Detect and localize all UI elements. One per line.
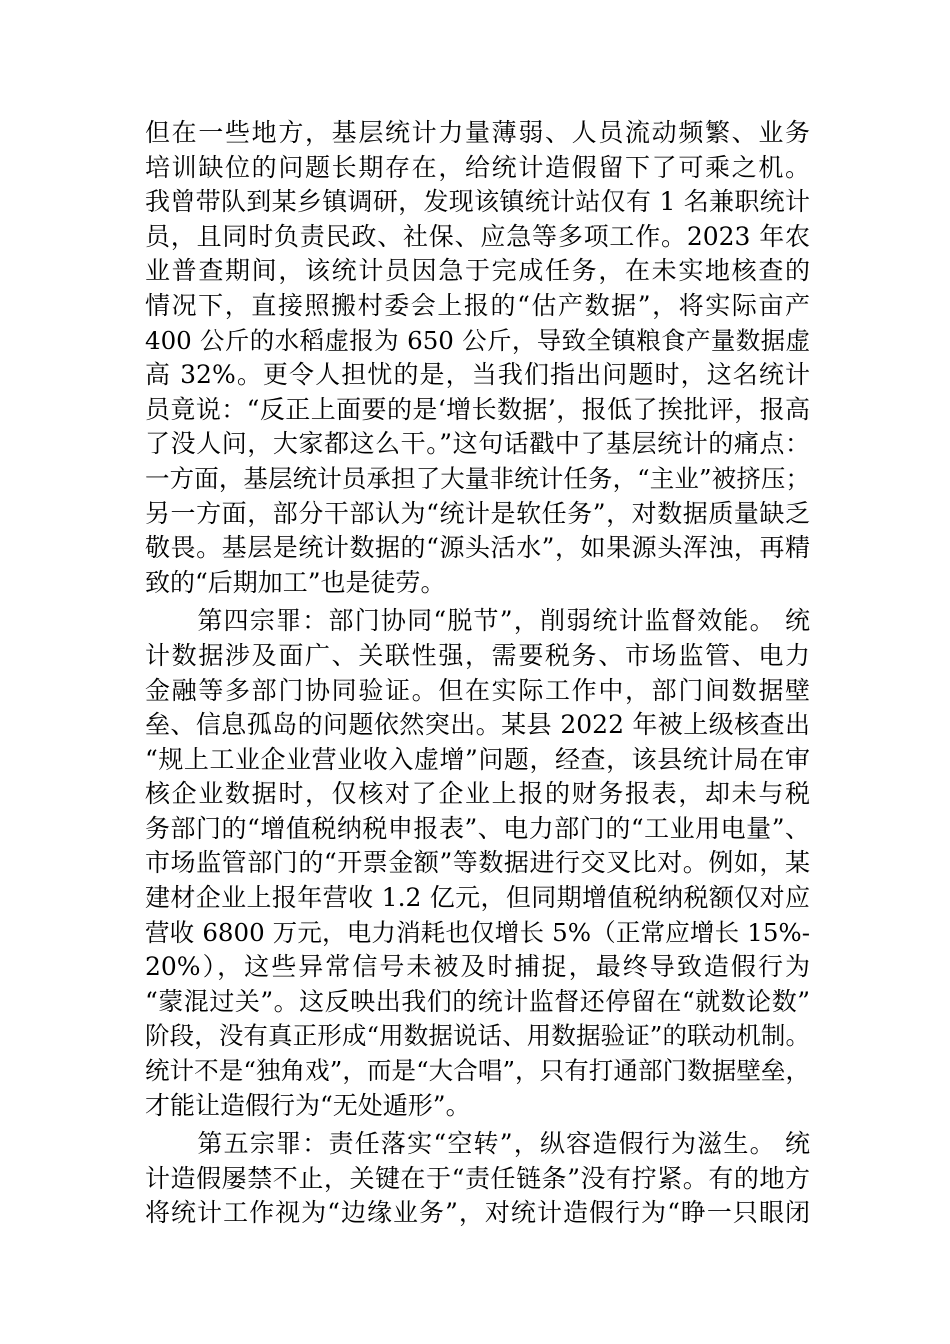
text-line: 情况下，直接照搬村委会上报的“估产数据”，将实际亩产 — [145, 290, 810, 320]
text-line: “蒙混过关”。这反映出我们的统计监督还停留在“就数论数” — [145, 986, 810, 1016]
text-line: 才能让造假行为“无处遁形”。 — [145, 1090, 471, 1120]
text-line: 高 32%。更令人担忧的是，当我们指出问题时，这名统计 — [145, 360, 810, 390]
text-line: 务部门的“增值税纳税申报表”、电力部门的“工业用电量”、 — [145, 813, 810, 843]
text-line: 另一方面，部分干部认为“统计是软任务”，对数据质量缺乏 — [145, 498, 810, 528]
paragraph-grassroots-weakness — [145, 116, 810, 600]
text-line: 了没人问，大家都这么干。”这句话戳中了基层统计的痛点： — [145, 429, 810, 459]
document-body — [145, 116, 810, 1231]
text-line: 将统计工作视为“边缘业务”，对统计造假行为“睁一只眼闭 — [145, 1198, 810, 1228]
text-line: 营收 6800 万元，电力消耗也仅增长 5%（正常应增长 15%- — [145, 917, 810, 947]
paragraph-heading-line: 第四宗罪：部门协同“脱节”，削弱统计监督效能。 统 — [145, 606, 810, 636]
text-line: 400 公斤的水稻虚报为 650 公斤，导致全镇粮食产量数据虚 — [145, 325, 810, 355]
text-line: 我曾带队到某乡镇调研，发现该镇统计站仅有 1 名兼职统计 — [145, 187, 810, 217]
text-line: 市场监管部门的“开票金额”等数据进行交叉比对。例如，某 — [145, 848, 810, 878]
paragraph-fourth-sin — [145, 604, 810, 1123]
text-line: 致的“后期加工”也是徒劳。 — [145, 567, 446, 597]
text-line: 计造假屡禁不止，关键在于“责任链条”没有拧紧。有的地方 — [145, 1163, 810, 1193]
text-line: 业普查期间，该统计员因急于完成任务，在未实地核查的 — [145, 256, 810, 286]
text-line: 垒、信息孤岛的问题依然突出。某县 2022 年被上级核查出 — [145, 710, 810, 740]
text-line: 敬畏。基层是统计数据的“源头活水”，如果源头浑浊，再精 — [145, 533, 810, 563]
text-line: 金融等多部门协同验证。但在实际工作中，部门间数据壁 — [145, 675, 810, 705]
text-line: 但在一些地方，基层统计力量薄弱、人员流动频繁、业务 — [145, 118, 810, 147]
text-line: 阶段，没有真正形成“用数据说话、用数据验证”的联动机制。 — [145, 1021, 810, 1051]
paragraph-heading-line: 第五宗罪：责任落实“空转”，纵容造假行为滋生。 统 — [145, 1129, 810, 1159]
text-line: 建材企业上报年营收 1.2 亿元，但同期增值税纳税额仅对应 — [145, 883, 810, 913]
text-line: 培训缺位的问题长期存在，给统计造假留下了可乘之机。 — [145, 152, 810, 182]
text-line: 员竟说：“反正上面要的是‘增长数据’，报低了挨批评，报高 — [145, 394, 810, 424]
text-line: 一方面，基层统计员承担了大量非统计任务，“主业”被挤压； — [145, 463, 810, 493]
paragraph-fifth-sin — [145, 1127, 810, 1231]
text-line: 计数据涉及面广、关联性强，需要税务、市场监管、电力 — [145, 640, 810, 670]
text-line: 员，且同时负责民政、社保、应急等多项工作。2023 年农 — [145, 221, 810, 251]
text-line: 统计不是“独角戏”，而是“大合唱”，只有打通部门数据壁垒， — [145, 1056, 810, 1086]
text-line: “规上工业企业营业收入虚增”问题，经查，该县统计局在审 — [145, 744, 810, 774]
text-line: 核企业数据时，仅核对了企业上报的财务报表，却未与税 — [145, 779, 810, 809]
text-line: 20%），这些异常信号未被及时捕捉，最终导致造假行为 — [145, 952, 810, 982]
